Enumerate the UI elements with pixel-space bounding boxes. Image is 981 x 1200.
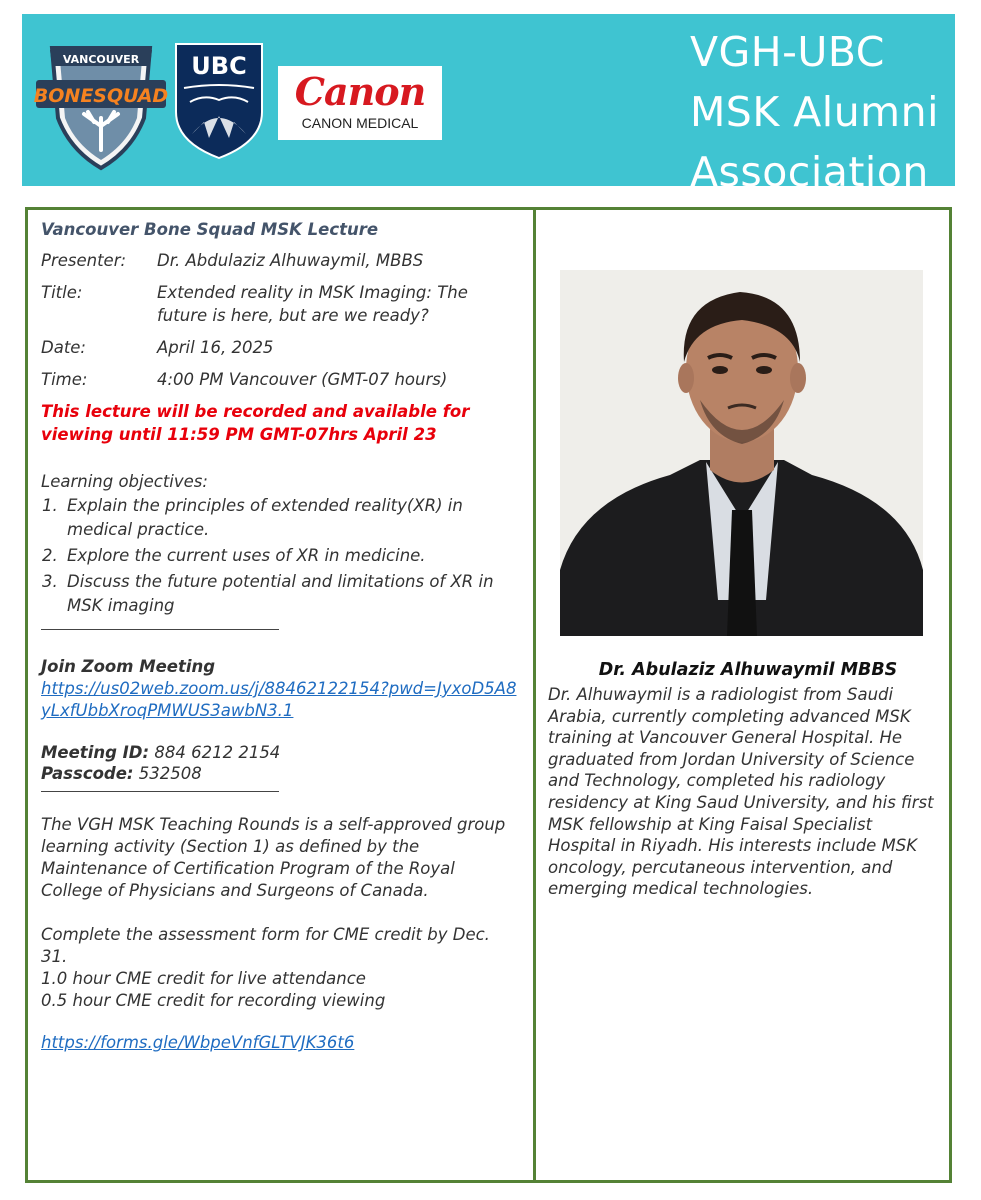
- canon-wordmark: Canon: [294, 69, 426, 114]
- date-value: April 16, 2025: [157, 338, 274, 357]
- date-row: [41, 336, 521, 359]
- passcode-line: [41, 763, 521, 784]
- bone-squad-wordmark: BONESQUAD: [33, 85, 169, 107]
- objective-item: 1. Explain the principles of extended reality(XR) in medical practice.: [63, 494, 521, 542]
- meeting-id-label: Meeting ID:: [41, 743, 150, 762]
- speaker-photo: [560, 270, 923, 636]
- meeting-id-value: 884 6212 2154: [154, 743, 281, 762]
- passcode-label: Passcode:: [41, 764, 134, 783]
- cme-instructions: Complete the assessment form for CME credit by Dec. 31.: [41, 925, 490, 966]
- speaker-bio: Dr. Alhuwaymil is a radiologist from Saudi Arabia, currently completing advanced MSK training at Vancouver General Hospital. He graduated from Jordan University of Science and Technology, completed his radiology residency at King Saud University, and his first MSK fellowship at King Faisal Specialist Hospital in Riyadh. His interests include MSK oncology, percutaneous intervention, and emerging medical technologies.: [548, 685, 934, 899]
- objective-item: 3. Discuss the future potential and limitations of XR in MSK imaging: [63, 570, 521, 618]
- title-row: [41, 281, 521, 327]
- objectives-list: [41, 494, 521, 618]
- ubc-logo-text: UBC: [191, 52, 247, 80]
- date-label: Date:: [41, 338, 86, 357]
- time-value: 4:00 PM Vancouver (GMT-07 hours): [157, 370, 448, 389]
- association-title-line-3: Association: [689, 148, 929, 196]
- ubc-logo: [174, 42, 264, 160]
- column-divider: [533, 210, 536, 1180]
- presenter-row: [41, 249, 521, 272]
- association-title-line-1: VGH-UBC: [689, 28, 885, 76]
- content-frame: [25, 207, 952, 1183]
- canon-medical-logo: [278, 66, 442, 140]
- assessment-form-link[interactable]: https://forms.gle/WbpeVnfGLTVJK36t6: [41, 1033, 355, 1052]
- speaker-name: Dr. Abulaziz Alhuwaymil MBBS: [598, 660, 898, 680]
- separator-line: [41, 628, 279, 630]
- header-banner: [22, 14, 955, 196]
- objective-item: 2. Explore the current uses of XR in medicine.: [63, 544, 521, 568]
- time-row: [41, 368, 521, 391]
- objectives-title: Learning objectives:: [41, 472, 208, 491]
- presenter-label: Presenter:: [41, 251, 127, 270]
- meeting-id-line: [41, 742, 521, 763]
- bone-squad-logo: [32, 40, 170, 176]
- passcode-value: 532508: [138, 764, 202, 783]
- zoom-heading: Join Zoom Meeting: [41, 657, 216, 676]
- separator-line: [41, 790, 279, 792]
- association-title-line-2: MSK Alumni: [689, 88, 939, 136]
- lecture-details-column: [41, 220, 521, 1054]
- canon-medical-subtitle: CANON MEDICAL: [301, 115, 419, 131]
- bone-squad-top-text: VANCOUVER: [62, 53, 140, 66]
- title-value: Extended reality in MSK Imaging: The future is here, but are we ready?: [157, 283, 468, 325]
- cme-live-credit: 1.0 hour CME credit for live attendance: [41, 969, 366, 988]
- cme-recording-credit: 0.5 hour CME credit for recording viewing: [41, 991, 386, 1010]
- lecture-heading: Vancouver Bone Squad MSK Lecture: [41, 220, 379, 239]
- association-title: [690, 22, 939, 202]
- recording-notice: This lecture will be recorded and available for viewing until 11:59 PM GMT-07hrs April 23: [41, 402, 470, 444]
- title-label: Title:: [41, 283, 83, 302]
- time-label: Time:: [41, 370, 88, 389]
- accreditation-text: The VGH MSK Teaching Rounds is a self-approved group learning activity (Section 1) as defined by the Maintenance of Certification Program of the Royal College of Physicians and Surgeons of Canada.: [41, 815, 506, 900]
- presenter-value: Dr. Abdulaziz Alhuwaymil, MBBS: [157, 251, 424, 270]
- zoom-meeting-link[interactable]: https://us02web.zoom.us/j/88462122154?pwd=JyxoD5A8yLxfUbbXroqPMWUS3awbN3.1: [41, 679, 517, 720]
